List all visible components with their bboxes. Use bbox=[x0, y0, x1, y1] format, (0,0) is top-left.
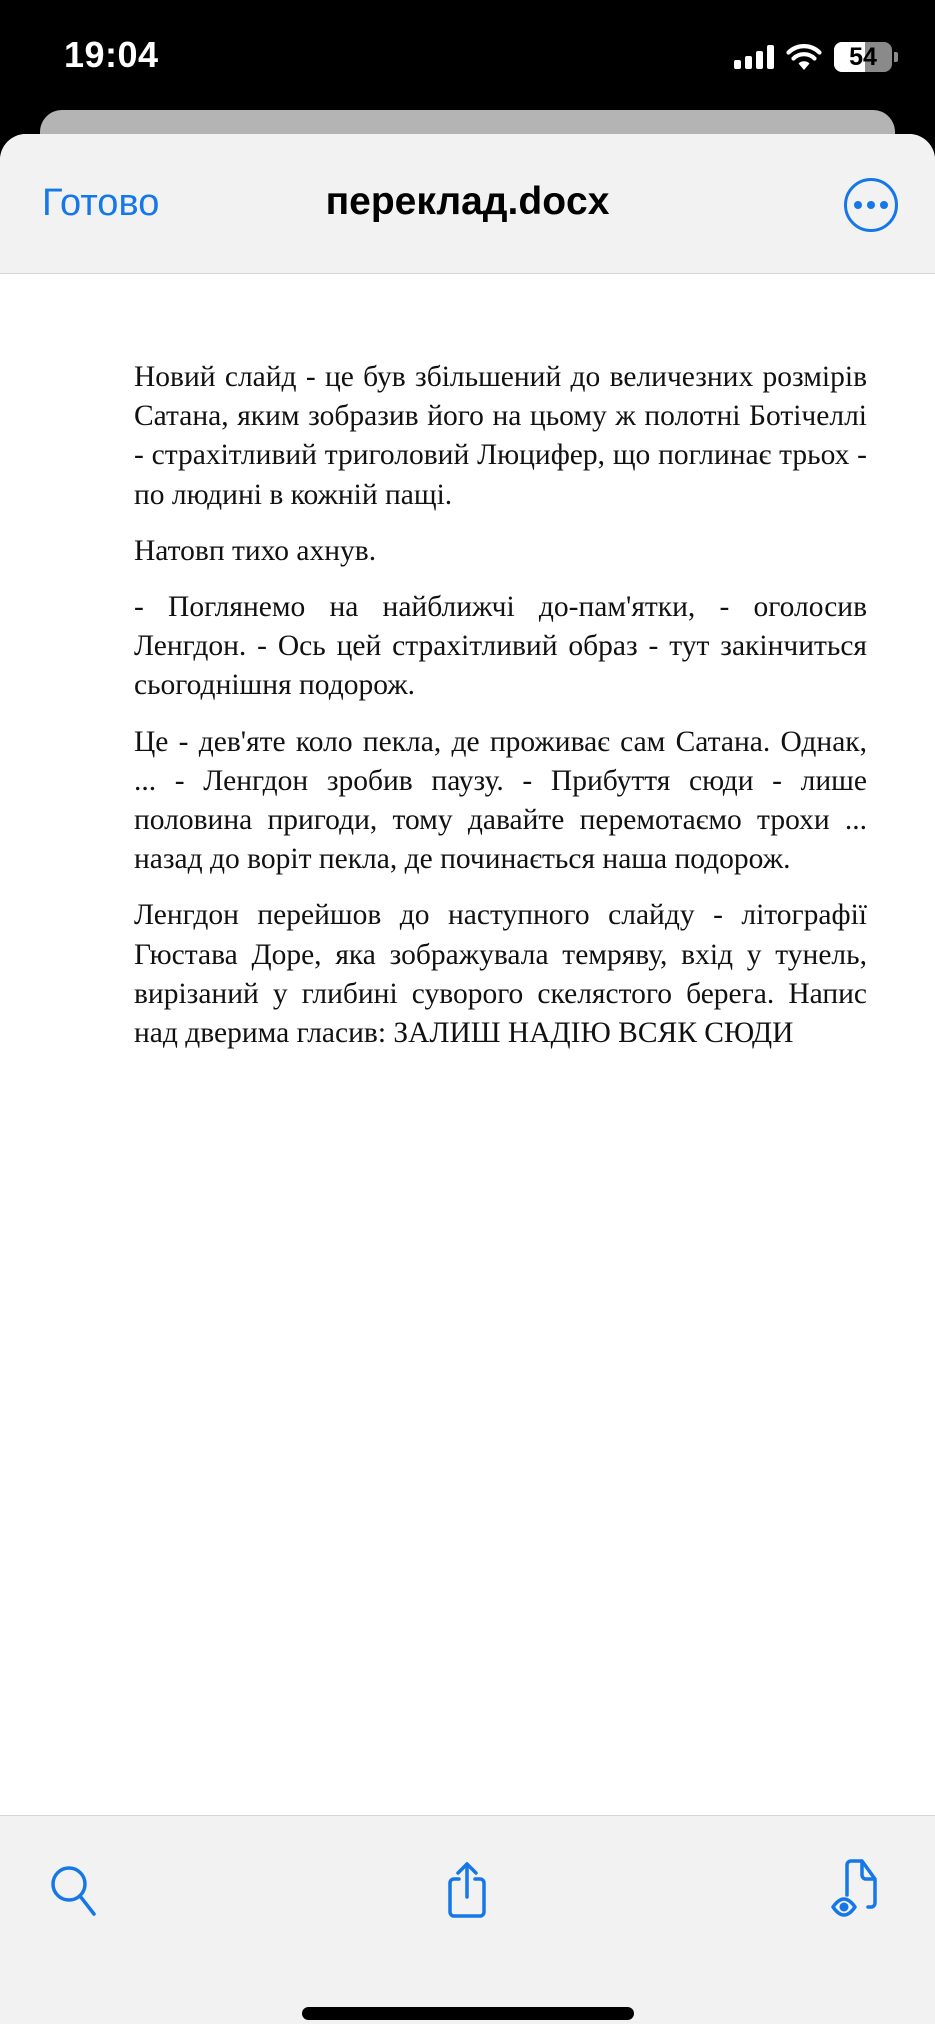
paragraph: Новий слайд - це був збільшений до величезних розмірів Сатана, яким зобразив його на цьому ж полотні Ботічеллі - страхітливий триголовий Люцифер, що поглинає трьох - по людині в кожній пащі. bbox=[134, 361, 867, 511]
bottom-toolbar bbox=[0, 1815, 935, 2024]
paragraph: Це - дев'яте коло пекла, де проживає сам Сатана. Однак, ... - Ленгдон зробив паузу. - Прибуття сюди - лише половина пригоди, тому давайте перемотаємо трохи ... назад до воріт пекла, де починається наша подорож. bbox=[134, 725, 867, 876]
done-button[interactable]: Готово bbox=[42, 182, 160, 224]
ellipsis-circle-icon bbox=[854, 201, 888, 209]
paragraph: Натовп тихо ахнув. bbox=[134, 534, 377, 567]
status-icons bbox=[734, 42, 898, 72]
share-button[interactable] bbox=[432, 1850, 502, 1930]
wifi-icon bbox=[786, 44, 822, 71]
paragraph: Ленгдон перейшов до наступного слайду - літографії Гюстава Доре, яка зображувала темряву, вхід у тунель, вирізаний у глибині суворого скелястого берега. Напис над дверима гласив: ЗАЛИШ НАДІЮ ВСЯК СЮДИ bbox=[134, 899, 867, 1050]
battery-icon bbox=[834, 42, 892, 72]
more-options-button[interactable] bbox=[844, 178, 898, 232]
status-bar bbox=[0, 0, 935, 110]
home-indicator[interactable] bbox=[302, 2007, 634, 2020]
document-preview-sheet bbox=[0, 134, 935, 2024]
navigation-bar bbox=[0, 134, 935, 274]
battery-indicator bbox=[834, 42, 898, 72]
document-title: переклад.docx bbox=[325, 180, 610, 223]
paragraph: - Поглянемо на найближчі до-пам'ятки, - оголосив Ленгдон. - Ось цей страхітливий образ - тут закінчиться сьогоднішня подорож. bbox=[134, 591, 867, 702]
battery-percent: 54 bbox=[849, 42, 877, 71]
document-preview-icon bbox=[825, 1857, 885, 1923]
document-content bbox=[134, 358, 867, 1070]
cellular-signal-icon bbox=[734, 45, 774, 69]
document-preview-button[interactable] bbox=[820, 1850, 890, 1930]
status-time: 19:04 bbox=[64, 34, 159, 75]
search-button[interactable] bbox=[40, 1850, 110, 1930]
search-icon bbox=[47, 1862, 103, 1918]
share-icon bbox=[442, 1860, 492, 1920]
